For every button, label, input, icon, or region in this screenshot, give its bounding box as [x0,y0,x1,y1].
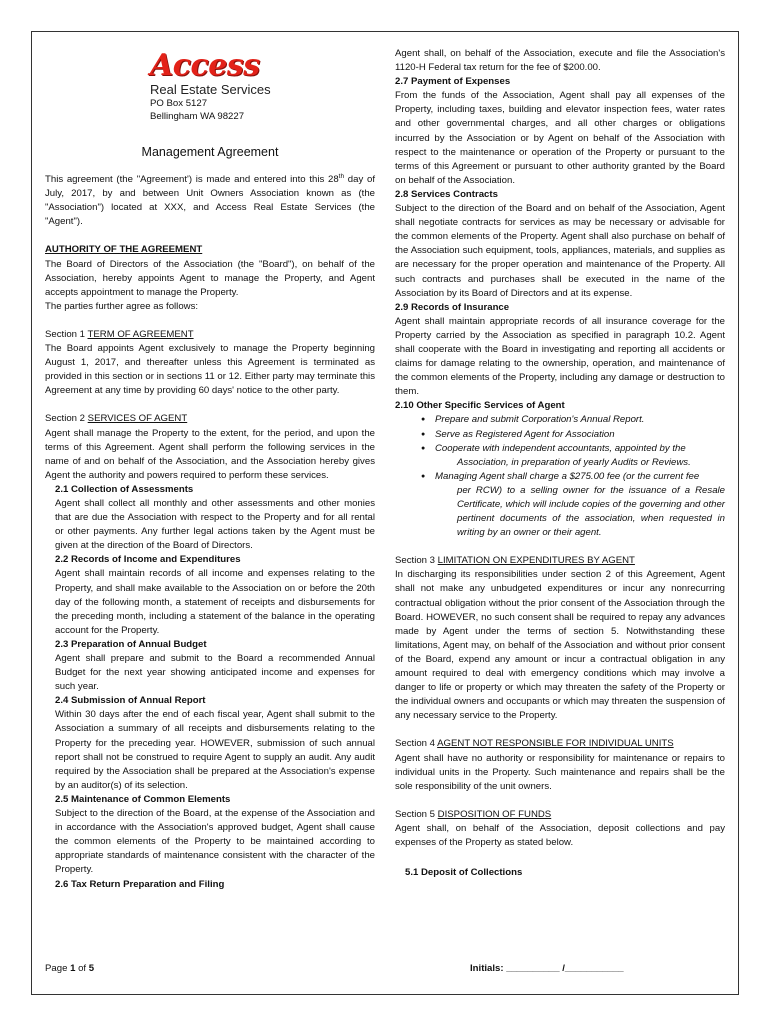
section-4-text: Agent shall have no authority or responsibility for maintenance or repairs to individual units in the Property. Such maintenance and repairs shall be the sole responsibility of the unit owners. [395,752,725,792]
section-1-prefix: Section 1 [45,328,88,340]
left-column [45,50,375,892]
company-logo [45,50,375,123]
section-2-subsections [45,483,375,892]
address-line-2: Bellingham WA 98227 [150,110,245,122]
intro-part-1: This agreement (the "Agreement') is made and entered into this 28 [45,174,339,186]
initials-field: Initials: __________ /___________ [470,963,624,974]
intro-date-suffix: th [338,172,345,180]
subsection-2-5-text: Subject to the direction of the Board, at the expense of the Association and in accordance with the Association's approved budget, Agent shall cause the common elements of the Property to be maintained according to appropriate standards of maintenance consistent with the character of the Property. [55,808,375,876]
section-2-prefix: Section 2 [45,413,88,425]
intro-part-2: day of July, 2017, by and between Unit Owners Association known as (the "Association") located at XXX, and Access Real Estate Services (the "Agent"). [45,174,375,228]
subsection-2-8-text: Subject to the direction of the Board and on behalf of the Association, Agent shall negotiate contracts for services as may be necessary or advisable for the common elements of the Property. Agent shall also purchase on behalf of the Association such equipment, tools, appliances, materials, and supplies as are necessary for the proper operation and maintenance of the Property. All such contracts and purchases shall be executed in the name of the Association by its Board of Directors and at its expense. [395,203,725,299]
section-5-title: DISPOSITION OF FUNDS [437,808,552,820]
subsection-5-1-heading: 5.1 Deposit of Collections [405,867,523,879]
subsection-2-3-text: Agent shall prepare and submit to the Board a recommended Annual Budget for the next year showing anticipated income and expenses for such year. [55,653,375,693]
section-2-heading [45,412,375,426]
right-column [395,47,725,880]
section-5-prefix: Section 5 [395,808,438,820]
list-item: ● Serve as Registered Agent for Association [435,428,725,442]
section-3-prefix: Section 3 [395,555,438,567]
section-5-heading [395,808,725,822]
authority-heading: AUTHORITY OF THE AGREEMENT [45,244,203,256]
subsection-2-9-heading: 2.9 Records of Insurance [395,301,510,313]
intro-paragraph [45,173,375,229]
subsection-2-4-heading: 2.4 Submission of Annual Report [55,695,206,707]
section-1-text: The Board appoints Agent exclusively to manage the Property beginning August 1, 2017, and thereafter unless this Agreement is terminated as provided in this section or in sections 11 or 12. Either party may terminate this Agreement at any time by providing 60 days' notice to the other party. [45,343,375,397]
section-3-title: LIMITATION ON EXPENDITURES BY AGENT [437,555,635,567]
list-item: ● Cooperate with independent accountants, appointed by the Association, in preparation of yearly Audits or Reviews. [435,442,725,470]
section-1-heading [45,328,375,342]
section-4-title: AGENT NOT RESPONSIBLE FOR INDIVIDUAL UNITS [437,738,674,750]
list-item: ● Prepare and submit Corporation's Annual Report. [435,413,725,427]
page-number: Page 1 of 5 [45,963,95,974]
logo-subtitle: Real Estate Services [150,82,271,97]
section-2-title: SERVICES OF AGENT [87,413,188,425]
section-2-text: Agent shall manage the Property to the extent, for the period, and upon the terms of this Agreement. Agent shall perform the following services in the name of and on behalf of the Association, and the Association hereby gives Agent the authority and powers required to perform these services. [45,427,375,481]
tax-return-text: Agent shall, on behalf of the Association, execute and file the Association's 1120-H Federal tax return for the fee of $200.00. [395,48,725,74]
subsection-2-8-heading: 2.8 Services Contracts [395,188,498,200]
logo-wordmark: Access [150,48,260,83]
list-item: ● Managing Agent shall charge a $275.00 fee (or the current fee per RCW) to a selling owner for the issuance of a Resale Certificate, which will include copies of the governing and other pertinent documents of the association, when requested in writing by an owner or their agent. [435,470,725,540]
subsection-2-2-heading: 2.2 Records of Income and Expenditures [55,554,241,566]
subsection-2-2-text: Agent shall maintain records of all income and expenses relating to the Property, and shall make available to the Association on or before the 20th day of the following month, a statement of receipts and disbursements for the preceding month, including a statement of the balance in the operating account for the Property. [55,568,375,636]
section-4-prefix: Section 4 [395,738,438,750]
subsection-2-1-text: Agent shall collect all monthly and other assessments and other monies that are due the Association with respect to the Property and for all rental or other payments. Any further legal actions taken by the Agent must be given at the direction of the Board of Directors. [55,497,375,552]
parties-text: The parties further agree as follows: [45,300,199,312]
subsection-2-7-text: From the funds of the Association, Agent shall pay all expenses of the Property, including taxes, building and elevator inspection fees, water rates and other governmental charges, and all other charges or obligations incurred by the Association or by Agent on behalf of the Association with respect to the maintenance or operation of the Property or pursuant to the terms of this Agreement or pursuant to other authority granted by the Board on behalf of the Association. [395,90,725,186]
subsection-2-6-heading: 2.6 Tax Return Preparation and Filing [55,878,225,890]
document-title: Management Agreement [141,145,279,159]
section-1-title: TERM OF AGREEMENT [87,328,194,340]
subsection-2-1-heading: 2.1 Collection of Assessments [55,483,194,495]
address-line-1: PO Box 5127 [150,98,208,109]
subsection-2-7-heading: 2.7 Payment of Expenses [395,76,511,88]
subsection-2-5-heading: 2.5 Maintenance of Common Elements [55,793,231,805]
services-list [395,413,725,540]
section-5-text: Agent shall, on behalf of the Association, deposit collections and pay expenses of the Property as stated below. [395,822,725,848]
section-3-heading [395,554,725,568]
subsection-2-10-heading: 2.10 Other Specific Services of Agent [395,400,565,412]
subsection-2-9-text: Agent shall maintain appropriate records of all insurance coverage for the Property carried by the Association as specified in paragraph 10.2. Agent shall cooperate with the Board in investigating and reporting all accidents or claims for damage relating to the ownership, operation, and maintenance of the common elements of the Property, including any damage or destruction to them. [395,315,725,398]
section-3-text: In discharging its responsibilities under section 2 of this Agreement, Agent shall not make any unbudgeted expenditures or incur any nonrecurring contractual obligation without the prior consent of the Association through the Board. HOWEVER, no such consent shall be required to repay any advances made by Agent under the terms of section 5. Notwithstanding these limitations, Agent may, on behalf of the Association and without prior consent of the Board, expend any amount or incur a contractual obligation in any amount required to deal with emergency conditions which may involve a danger to life or property or which may threaten the safety of the Property or the individual owners and occupants or which may threaten the suspension of any necessary service to the Property. [395,569,725,722]
section-4-heading [395,737,725,751]
subsection-2-3-heading: 2.3 Preparation of Annual Budget [55,638,207,650]
subsection-2-4-text: Within 30 days after the end of each fiscal year, Agent shall submit to the Association a summary of all receipts and disbursements relating to the Property for the preceding year. HOWEVER, submission of such annual report shall not be construed to require Agent to supply an audit. Any audit required by the Association shall be prepared at the Association's expense by an auditor(s) of its selection. [55,709,375,791]
authority-text: The Board of Directors of the Association (the "Board"), on behalf of the Association, hereby appoints Agent to manage the Property, and Agent accepts appointment to manage the Property. [45,258,375,298]
